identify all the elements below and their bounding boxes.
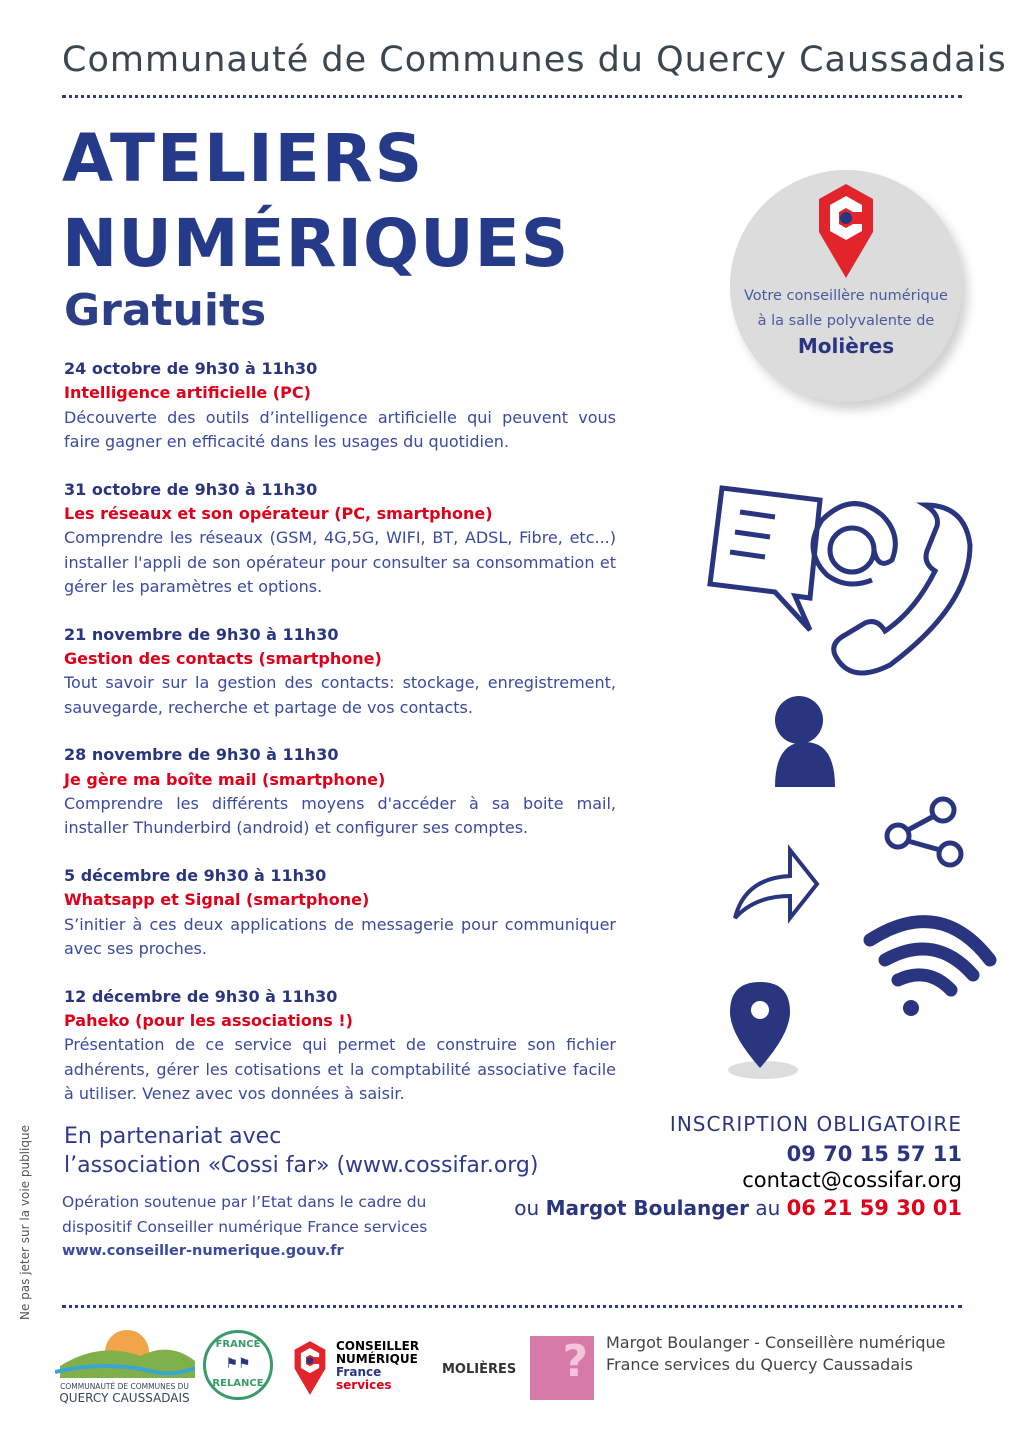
contact-name: Margot Boulanger (545, 1196, 749, 1220)
map-pin-logo-icon (816, 182, 876, 280)
at-sign-icon (813, 504, 895, 584)
wifi-dot (903, 1000, 919, 1016)
title-line-2: NUMÉRIQUES (62, 205, 570, 282)
sun-hills-logo-icon (55, 1326, 195, 1378)
logo-molieres: MOLIÈRES (442, 1362, 517, 1377)
title-line-3: Gratuits (64, 285, 267, 336)
event-item (64, 478, 616, 599)
event-item (64, 864, 616, 961)
inscription-phone[interactable]: 09 70 15 57 11 (786, 1142, 962, 1166)
footer-line-1: Margot Boulanger - Conseillère numérique (606, 1333, 946, 1352)
footer-line-2: France services du Quercy Caussadais (606, 1355, 913, 1374)
logo-conseiller-numerique (292, 1340, 419, 1396)
event-title: Gestion des contacts (smartphone) (64, 648, 382, 668)
inscription-block (514, 1112, 962, 1220)
decorative-icons (700, 480, 1000, 1080)
or-label: ou (514, 1196, 540, 1220)
logo-text: services (336, 1378, 392, 1392)
event-description: Découverte des outils d’intelligence artificielle qui peuvent vous faire gagner en efficacité dans les usages du quotidien. (64, 407, 616, 451)
logo-text: NUMÉRIQUE (336, 1352, 418, 1366)
event-description: Tout savoir sur la gestion des contacts: stockage, enregistrement, sauvegarde, recherche et partage de vos contacts. (64, 673, 616, 717)
title-line-1: ATELIERS (62, 120, 425, 197)
event-title: Paheko (pour les associations !) (64, 1011, 353, 1031)
event-item (64, 357, 616, 454)
location-line-2: à la salle polyvalente de (757, 313, 935, 329)
divider (62, 1305, 962, 1308)
operation-line-1: Opération soutenue par l’Etat dans le cadre du (62, 1193, 427, 1211)
inscription-heading: INSCRIPTION OBLIGATOIRE (669, 1112, 962, 1136)
logo-text: FRANCE (215, 1339, 261, 1350)
event-item (64, 985, 616, 1106)
logo-text: QUERCY CAUSSADAIS (59, 1391, 190, 1405)
inscription-contact (514, 1196, 962, 1220)
event-item (64, 623, 616, 720)
contact-mobile[interactable]: 06 21 59 30 01 (786, 1196, 962, 1220)
logo-france-relance (203, 1330, 273, 1400)
person-icon (775, 696, 835, 787)
event-title: Whatsapp et Signal (smartphone) (64, 890, 370, 910)
location-badge (730, 170, 962, 402)
wifi-icon (870, 922, 990, 990)
location-place: Molières (797, 334, 895, 358)
location-pin-icon (728, 982, 798, 1079)
event-title: Les réseaux et son opérateur (PC, smartphone) (64, 503, 493, 523)
event-description: Comprendre les réseaux (GSM, 4G,5G, WIFI, BT, ADSL, Fibre, etc...) installer l'appli de son opérateur pour consulter sa consommation et gérer les paramètres et options. (64, 528, 616, 596)
event-date: 28 novembre de 9h30 à 11h30 (64, 745, 339, 765)
event-date: 12 décembre de 9h30 à 11h30 (64, 986, 338, 1006)
cn-pin-icon (292, 1340, 328, 1396)
event-date: 5 décembre de 9h30 à 11h30 (64, 866, 327, 886)
flags-icon: ⚑⚑ (225, 1356, 251, 1372)
event-item (64, 743, 616, 840)
event-title: Intelligence artificielle (PC) (64, 383, 311, 403)
operation-text (62, 1190, 427, 1264)
event-date: 21 novembre de 9h30 à 11h30 (64, 624, 339, 644)
event-description: Comprendre les différents moyens d'accéder à sa boite mail, installer Thunderbird (android) et configurer ses comptes. (64, 793, 616, 838)
france-services-help-icon: ? (530, 1336, 594, 1400)
location-line-1: Votre conseillère numérique (744, 288, 948, 304)
partner-text (64, 1122, 538, 1180)
share-icon (887, 799, 961, 865)
divider (62, 95, 962, 98)
at-label: au (755, 1196, 781, 1220)
event-description: Présentation de ce service qui permet de construire son fichier adhérents, gérer les cotisations et la comptabilité associative facile à utiliser. Venez avec vos données à saisir. (64, 1035, 616, 1103)
logo-text: COMMUNAUTÉ DE COMMUNES DU (60, 1382, 189, 1391)
events-list (64, 357, 616, 1130)
side-note: Ne pas jeter sur la voie publique (18, 1125, 32, 1320)
event-description: S’initier à ces deux applications de messagerie pour communiquer avec ses proches. (64, 914, 616, 958)
inscription-email[interactable]: contact@cossifar.org (742, 1168, 962, 1192)
event-date: 24 octobre de 9h30 à 11h30 (64, 359, 318, 378)
message-bubble-icon (710, 488, 820, 630)
partner-line-2: l’association «Cossi far» (www.cossifar.org) (64, 1153, 539, 1178)
forward-arrow-icon (735, 850, 817, 918)
footer-text (606, 1332, 946, 1376)
logo-cc-quercy-caussadais (52, 1326, 197, 1405)
operation-link[interactable]: www.conseiller-numerique.gouv.fr (62, 1243, 344, 1259)
logo-text: France (336, 1365, 382, 1379)
event-title: Je gère ma boîte mail (smartphone) (64, 769, 386, 789)
partner-line-1: En partenariat avec (64, 1124, 282, 1149)
organization-title: Communauté de Communes du Quercy Caussadais (62, 40, 1007, 80)
logo-text: CONSEILLER (336, 1339, 420, 1353)
logo-text: RELANCE (212, 1378, 264, 1389)
operation-line-2: dispositif Conseiller numérique France services (62, 1217, 428, 1236)
event-date: 31 octobre de 9h30 à 11h30 (64, 479, 318, 499)
